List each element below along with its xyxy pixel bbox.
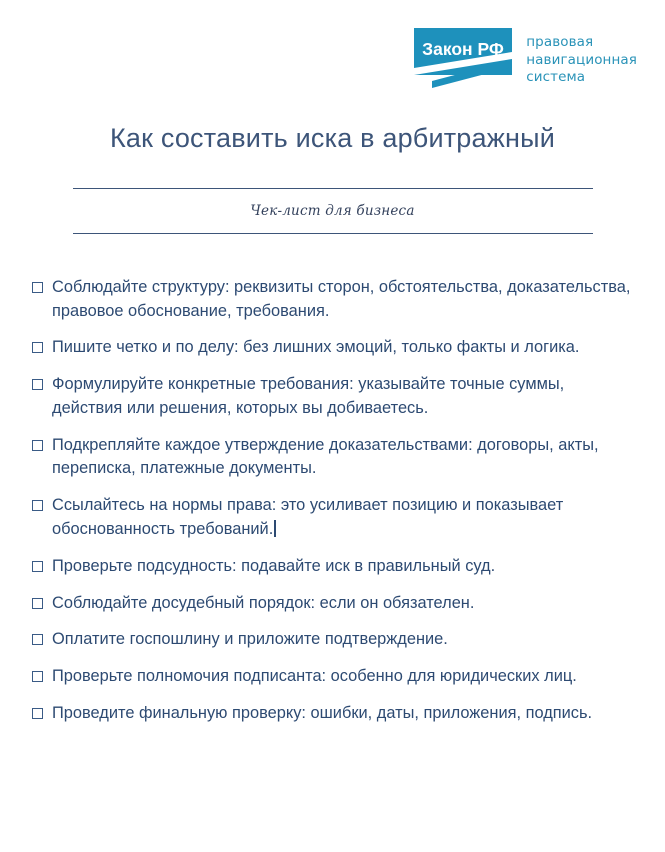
checklist-item[interactable] [32,702,637,726]
checklist-item-label: Соблюдайте структуру: реквизиты сторон, обстоятельства, доказательства, правовое обоснование, требования. [52,277,631,320]
checklist-item-label: Оплатите госпошлину и приложите подтверждение. [52,630,448,649]
checkbox-icon[interactable] [32,708,43,719]
logo-wordmark: Закон РФ [422,39,505,59]
checkbox-icon[interactable] [32,342,43,353]
checklist-item[interactable] [32,434,637,482]
checklist-item[interactable] [32,592,637,616]
checklist-item-label: Соблюдайте досудебный порядок: если он обязателен. [52,593,475,612]
checklist-item[interactable] [32,336,637,360]
tagline-line-3: система [526,69,586,86]
checklist [0,276,665,726]
zakon-rf-logo-icon [414,28,512,92]
checkbox-icon[interactable] [32,598,43,609]
checklist-item[interactable] [32,555,637,579]
checklist-item[interactable] [32,276,637,324]
subtitle-block [73,188,593,234]
text-cursor [274,520,275,537]
checklist-item-label: Пишите четко и по делу: без лишних эмоций, только факты и логика. [52,338,580,357]
checklist-item-label: Проведите финальную проверку: ошибки, даты, приложения, подпись. [52,703,593,722]
page-title: Как составить иска в арбитражный [109,123,555,153]
checkbox-icon[interactable] [32,500,43,511]
brand-logo [414,28,637,92]
checkbox-icon[interactable] [32,379,43,390]
checkbox-icon[interactable] [32,282,43,293]
checklist-item[interactable] [32,494,637,542]
checklist-item-label: Ссылайтесь на нормы права: это усиливает позицию и показывает обоснованность требований. [52,496,564,538]
checklist-item[interactable] [32,665,637,689]
tagline-line-2: навигационная [526,51,637,68]
checkbox-icon[interactable] [32,561,43,572]
title-block [0,122,665,156]
checkbox-icon[interactable] [32,634,43,645]
tagline-line-1: правовая [526,34,594,50]
logo-tagline [526,28,637,87]
checklist-item-label: Формулируйте конкретные требования: указывайте точные суммы, действия или решения, которых вы добиваетесь. [52,375,565,417]
checklist-item[interactable] [32,373,637,421]
checklist-item-label: Подкрепляйте каждое утверждение доказательствами: договоры, акты, переписка, платежные документы. [52,435,599,478]
checklist-item[interactable] [32,628,637,652]
page-subtitle: Чек-лист для бизнеса [250,202,415,219]
checklist-item-label: Проверьте подсудность: подавайте иск в правильный суд. [52,556,496,575]
checkbox-icon[interactable] [32,440,43,451]
document-header [0,0,665,92]
checklist-item-label: Проверьте полномочия подписанта: особенно для юридических лиц. [52,667,577,686]
checkbox-icon[interactable] [32,671,43,682]
